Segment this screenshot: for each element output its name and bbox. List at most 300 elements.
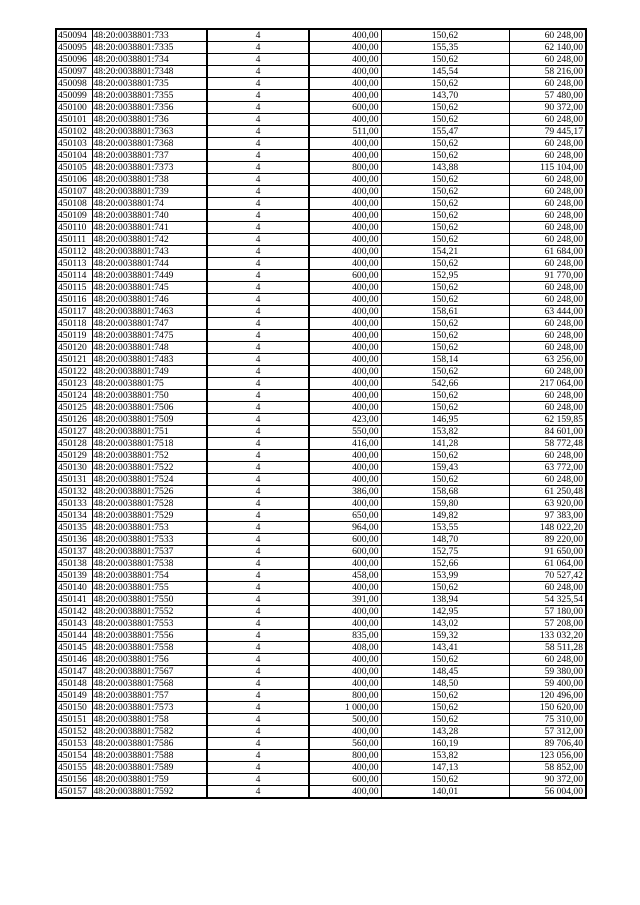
table-row: [56, 498, 586, 510]
row-number-cell: 450097: [56, 66, 92, 78]
cadastral-value-cell: 54 325,54: [509, 594, 586, 606]
row-number-cell: 450103: [56, 138, 92, 150]
table-row: [56, 594, 586, 606]
cadastral-number-cell: 48:20:0038801:7589: [92, 762, 207, 774]
cadastral-number-cell: 48:20:0038801:744: [92, 258, 207, 270]
cadastral-number-cell: 48:20:0038801:7509: [92, 414, 207, 426]
row-number-cell: 450094: [56, 29, 92, 42]
specific-value-cell: 150,62: [381, 330, 509, 342]
specific-value-cell: 150,62: [381, 654, 509, 666]
specific-value-cell: 150,62: [381, 342, 509, 354]
row-number-cell: 450138: [56, 558, 92, 570]
specific-value-cell: 140,01: [381, 786, 509, 799]
row-number-cell: 450106: [56, 174, 92, 186]
row-number-cell: 450128: [56, 438, 92, 450]
area-cell: 550,00: [309, 426, 381, 438]
cadastral-value-cell: 123 056,00: [509, 750, 586, 762]
group-cell: 4: [207, 774, 309, 786]
area-cell: 835,00: [309, 630, 381, 642]
area-cell: 400,00: [309, 762, 381, 774]
cadastral-number-cell: 48:20:0038801:7355: [92, 90, 207, 102]
group-cell: 4: [207, 486, 309, 498]
row-number-cell: 450113: [56, 258, 92, 270]
specific-value-cell: 150,62: [381, 582, 509, 594]
cadastral-number-cell: 48:20:0038801:7552: [92, 606, 207, 618]
cadastral-value-cell: 60 248,00: [509, 654, 586, 666]
area-cell: 458,00: [309, 570, 381, 582]
table-row: [56, 702, 586, 714]
cadastral-number-cell: 48:20:0038801:753: [92, 522, 207, 534]
table-row: [56, 678, 586, 690]
group-cell: 4: [207, 90, 309, 102]
cadastral-number-cell: 48:20:0038801:7582: [92, 726, 207, 738]
area-cell: 400,00: [309, 138, 381, 150]
area-cell: 500,00: [309, 714, 381, 726]
cadastral-number-cell: 48:20:0038801:738: [92, 174, 207, 186]
group-cell: 4: [207, 234, 309, 246]
row-number-cell: 450100: [56, 102, 92, 114]
group-cell: 4: [207, 342, 309, 354]
cadastral-number-cell: 48:20:0038801:751: [92, 426, 207, 438]
table-row: [56, 654, 586, 666]
row-number-cell: 450099: [56, 90, 92, 102]
row-number-cell: 450131: [56, 474, 92, 486]
cadastral-value-cell: 91 650,00: [509, 546, 586, 558]
row-number-cell: 450134: [56, 510, 92, 522]
row-number-cell: 450145: [56, 642, 92, 654]
group-cell: 4: [207, 282, 309, 294]
group-cell: 4: [207, 174, 309, 186]
row-number-cell: 450121: [56, 354, 92, 366]
row-number-cell: 450122: [56, 366, 92, 378]
cadastral-value-cell: 57 180,00: [509, 606, 586, 618]
cadastral-value-cell: 58 511,28: [509, 642, 586, 654]
cadastral-value-cell: 63 920,00: [509, 498, 586, 510]
table-row: [56, 66, 586, 78]
area-cell: 600,00: [309, 534, 381, 546]
group-cell: 4: [207, 78, 309, 90]
table-row: [56, 258, 586, 270]
specific-value-cell: 159,32: [381, 630, 509, 642]
specific-value-cell: 153,82: [381, 426, 509, 438]
specific-value-cell: 150,62: [381, 474, 509, 486]
cadastral-value-cell: 60 248,00: [509, 474, 586, 486]
table-row: [56, 342, 586, 354]
group-cell: 4: [207, 186, 309, 198]
area-cell: 400,00: [309, 582, 381, 594]
cadastral-number-cell: 48:20:0038801:756: [92, 654, 207, 666]
table-row: [56, 42, 586, 54]
cadastral-value-cell: 60 248,00: [509, 450, 586, 462]
group-cell: 4: [207, 114, 309, 126]
group-cell: 4: [207, 354, 309, 366]
cadastral-number-cell: 48:20:0038801:742: [92, 234, 207, 246]
specific-value-cell: 147,13: [381, 762, 509, 774]
group-cell: 4: [207, 150, 309, 162]
cadastral-value-cell: 60 248,00: [509, 234, 586, 246]
cadastral-value-cell: 59 380,00: [509, 666, 586, 678]
group-cell: 4: [207, 726, 309, 738]
specific-value-cell: 150,62: [381, 198, 509, 210]
group-cell: 4: [207, 102, 309, 114]
cadastral-number-cell: 48:20:0038801:758: [92, 714, 207, 726]
cadastral-value-cell: 59 400,00: [509, 678, 586, 690]
row-number-cell: 450148: [56, 678, 92, 690]
table-row: [56, 786, 586, 799]
cadastral-value-cell: 63 444,00: [509, 306, 586, 318]
row-number-cell: 450156: [56, 774, 92, 786]
table-row: [56, 366, 586, 378]
group-cell: 4: [207, 510, 309, 522]
cadastral-value-cell: 60 248,00: [509, 114, 586, 126]
cadastral-value-cell: 60 248,00: [509, 150, 586, 162]
row-number-cell: 450123: [56, 378, 92, 390]
area-cell: 400,00: [309, 222, 381, 234]
specific-value-cell: 153,55: [381, 522, 509, 534]
cadastral-value-cell: 115 104,00: [509, 162, 586, 174]
specific-value-cell: 150,62: [381, 714, 509, 726]
table-row: [56, 174, 586, 186]
row-number-cell: 450141: [56, 594, 92, 606]
cadastral-value-cell: 57 312,00: [509, 726, 586, 738]
group-cell: 4: [207, 570, 309, 582]
specific-value-cell: 148,50: [381, 678, 509, 690]
cadastral-value-cell: 70 527,42: [509, 570, 586, 582]
row-number-cell: 450130: [56, 462, 92, 474]
area-cell: 400,00: [309, 78, 381, 90]
cadastral-number-cell: 48:20:0038801:7368: [92, 138, 207, 150]
cadastral-value-cell: 56 004,00: [509, 786, 586, 799]
area-cell: 416,00: [309, 438, 381, 450]
table-row: [56, 126, 586, 138]
group-cell: 4: [207, 558, 309, 570]
area-cell: 400,00: [309, 666, 381, 678]
specific-value-cell: 160,19: [381, 738, 509, 750]
cadastral-number-cell: 48:20:0038801:749: [92, 366, 207, 378]
area-cell: 400,00: [309, 90, 381, 102]
group-cell: 4: [207, 378, 309, 390]
area-cell: 400,00: [309, 246, 381, 258]
table-row: [56, 774, 586, 786]
table-row: [56, 510, 586, 522]
group-cell: 4: [207, 126, 309, 138]
table-row: [56, 606, 586, 618]
cadastral-number-cell: 48:20:0038801:755: [92, 582, 207, 594]
group-cell: 4: [207, 270, 309, 282]
cadastral-value-cell: 60 248,00: [509, 222, 586, 234]
area-cell: 400,00: [309, 234, 381, 246]
cadastral-value-cell: 79 445,17: [509, 126, 586, 138]
group-cell: 4: [207, 522, 309, 534]
group-cell: 4: [207, 762, 309, 774]
group-cell: 4: [207, 210, 309, 222]
cadastral-value-cell: 150 620,00: [509, 702, 586, 714]
row-number-cell: 450102: [56, 126, 92, 138]
specific-value-cell: 159,80: [381, 498, 509, 510]
row-number-cell: 450112: [56, 246, 92, 258]
table-row: [56, 306, 586, 318]
group-cell: 4: [207, 534, 309, 546]
specific-value-cell: 150,62: [381, 174, 509, 186]
group-cell: 4: [207, 258, 309, 270]
specific-value-cell: 150,62: [381, 294, 509, 306]
group-cell: 4: [207, 318, 309, 330]
row-number-cell: 450146: [56, 654, 92, 666]
row-number-cell: 450109: [56, 210, 92, 222]
specific-value-cell: 150,62: [381, 29, 509, 42]
area-cell: 511,00: [309, 126, 381, 138]
group-cell: 4: [207, 162, 309, 174]
group-cell: 4: [207, 582, 309, 594]
cadastral-value-cell: 60 248,00: [509, 174, 586, 186]
table-row: [56, 102, 586, 114]
group-cell: 4: [207, 738, 309, 750]
specific-value-cell: 148,45: [381, 666, 509, 678]
table-row: [56, 29, 586, 42]
cadastral-value-cell: 89 220,00: [509, 534, 586, 546]
row-number-cell: 450120: [56, 342, 92, 354]
specific-value-cell: 143,88: [381, 162, 509, 174]
row-number-cell: 450110: [56, 222, 92, 234]
area-cell: 400,00: [309, 210, 381, 222]
specific-value-cell: 150,62: [381, 390, 509, 402]
cadastral-value-cell: 60 248,00: [509, 294, 586, 306]
row-number-cell: 450133: [56, 498, 92, 510]
cadastral-value-cell: 91 770,00: [509, 270, 586, 282]
row-number-cell: 450096: [56, 54, 92, 66]
group-cell: 4: [207, 198, 309, 210]
cadastral-value-cell: 61 250,48: [509, 486, 586, 498]
cadastral-number-cell: 48:20:0038801:737: [92, 150, 207, 162]
table-row: [56, 582, 586, 594]
row-number-cell: 450119: [56, 330, 92, 342]
area-cell: 400,00: [309, 66, 381, 78]
cadastral-value-cell: 58 216,00: [509, 66, 586, 78]
cadastral-number-cell: 48:20:0038801:7475: [92, 330, 207, 342]
area-cell: 800,00: [309, 690, 381, 702]
cadastral-number-cell: 48:20:0038801:7524: [92, 474, 207, 486]
cadastral-value-cell: 61 684,00: [509, 246, 586, 258]
row-number-cell: 450151: [56, 714, 92, 726]
area-cell: 400,00: [309, 198, 381, 210]
cadastral-number-cell: 48:20:0038801:750: [92, 390, 207, 402]
row-number-cell: 450127: [56, 426, 92, 438]
group-cell: 4: [207, 702, 309, 714]
table-row: [56, 198, 586, 210]
cadastral-number-cell: 48:20:0038801:7483: [92, 354, 207, 366]
cadastral-value-cell: 97 383,00: [509, 510, 586, 522]
cadastral-number-cell: 48:20:0038801:746: [92, 294, 207, 306]
cadastral-number-cell: 48:20:0038801:7356: [92, 102, 207, 114]
row-number-cell: 450147: [56, 666, 92, 678]
specific-value-cell: 143,70: [381, 90, 509, 102]
cadastral-value-cell: 89 706,40: [509, 738, 586, 750]
cadastral-value-cell: 60 248,00: [509, 210, 586, 222]
table-row: [56, 666, 586, 678]
cadastral-value-cell: 60 248,00: [509, 198, 586, 210]
table-row: [56, 54, 586, 66]
table-row: [56, 546, 586, 558]
row-number-cell: 450144: [56, 630, 92, 642]
cadastral-number-cell: 48:20:0038801:7538: [92, 558, 207, 570]
group-cell: 4: [207, 42, 309, 54]
cadastral-value-cell: 63 256,00: [509, 354, 586, 366]
specific-value-cell: 150,62: [381, 234, 509, 246]
specific-value-cell: 141,28: [381, 438, 509, 450]
area-cell: 400,00: [309, 114, 381, 126]
row-number-cell: 450115: [56, 282, 92, 294]
area-cell: 400,00: [309, 498, 381, 510]
area-cell: 408,00: [309, 642, 381, 654]
specific-value-cell: 150,62: [381, 450, 509, 462]
row-number-cell: 450105: [56, 162, 92, 174]
area-cell: 400,00: [309, 42, 381, 54]
row-number-cell: 450154: [56, 750, 92, 762]
cadastral-number-cell: 48:20:0038801:7553: [92, 618, 207, 630]
cadastral-value-cell: 60 248,00: [509, 582, 586, 594]
cadastral-number-cell: 48:20:0038801:759: [92, 774, 207, 786]
cadastral-value-cell: 75 310,00: [509, 714, 586, 726]
row-number-cell: 450140: [56, 582, 92, 594]
table-row: [56, 270, 586, 282]
cadastral-number-cell: 48:20:0038801:7463: [92, 306, 207, 318]
cadastral-number-cell: 48:20:0038801:7592: [92, 786, 207, 799]
row-number-cell: 450129: [56, 450, 92, 462]
group-cell: 4: [207, 246, 309, 258]
specific-value-cell: 150,62: [381, 54, 509, 66]
table-row: [56, 354, 586, 366]
cadastral-number-cell: 48:20:0038801:748: [92, 342, 207, 354]
cadastral-value-cell: 58 852,00: [509, 762, 586, 774]
table-row: [56, 750, 586, 762]
specific-value-cell: 143,02: [381, 618, 509, 630]
row-number-cell: 450101: [56, 114, 92, 126]
table-row: [56, 618, 586, 630]
row-number-cell: 450139: [56, 570, 92, 582]
specific-value-cell: 155,47: [381, 126, 509, 138]
row-number-cell: 450135: [56, 522, 92, 534]
area-cell: 800,00: [309, 162, 381, 174]
cadastral-number-cell: 48:20:0038801:7506: [92, 402, 207, 414]
cadastral-number-cell: 48:20:0038801:747: [92, 318, 207, 330]
cadastral-number-cell: 48:20:0038801:7533: [92, 534, 207, 546]
cadastral-value-cell: 60 248,00: [509, 54, 586, 66]
cadastral-value-cell: 62 159,85: [509, 414, 586, 426]
table-row: [56, 558, 586, 570]
specific-value-cell: 138,94: [381, 594, 509, 606]
cadastral-number-cell: 48:20:0038801:7449: [92, 270, 207, 282]
specific-value-cell: 150,62: [381, 690, 509, 702]
area-cell: 400,00: [309, 150, 381, 162]
table-row: [56, 642, 586, 654]
area-cell: 400,00: [309, 606, 381, 618]
cadastral-number-cell: 48:20:0038801:7556: [92, 630, 207, 642]
group-cell: 4: [207, 294, 309, 306]
area-cell: 600,00: [309, 546, 381, 558]
group-cell: 4: [207, 54, 309, 66]
cadastral-value-cell: 120 496,00: [509, 690, 586, 702]
cadastral-number-cell: 48:20:0038801:7363: [92, 126, 207, 138]
area-cell: 400,00: [309, 450, 381, 462]
cadastral-number-cell: 48:20:0038801:7573: [92, 702, 207, 714]
specific-value-cell: 149,82: [381, 510, 509, 522]
table-row: [56, 330, 586, 342]
table-row: [56, 726, 586, 738]
specific-value-cell: 155,35: [381, 42, 509, 54]
cadastral-value-cell: 60 248,00: [509, 342, 586, 354]
cadastral-number-cell: 48:20:0038801:752: [92, 450, 207, 462]
cadastral-number-cell: 48:20:0038801:735: [92, 78, 207, 90]
cadastral-number-cell: 48:20:0038801:734: [92, 54, 207, 66]
area-cell: 600,00: [309, 270, 381, 282]
row-number-cell: 450114: [56, 270, 92, 282]
specific-value-cell: 148,70: [381, 534, 509, 546]
area-cell: 400,00: [309, 258, 381, 270]
area-cell: 423,00: [309, 414, 381, 426]
specific-value-cell: 150,62: [381, 402, 509, 414]
table-row: [56, 402, 586, 414]
cadastral-value-cell: 60 248,00: [509, 318, 586, 330]
specific-value-cell: 542,66: [381, 378, 509, 390]
table-row: [56, 114, 586, 126]
cadastral-number-cell: 48:20:0038801:739: [92, 186, 207, 198]
table-row: [56, 414, 586, 426]
cadastral-number-cell: 48:20:0038801:7528: [92, 498, 207, 510]
area-cell: 400,00: [309, 318, 381, 330]
area-cell: 650,00: [309, 510, 381, 522]
table-row: [56, 474, 586, 486]
specific-value-cell: 150,62: [381, 138, 509, 150]
area-cell: 400,00: [309, 366, 381, 378]
row-number-cell: 450118: [56, 318, 92, 330]
specific-value-cell: 146,95: [381, 414, 509, 426]
cadastral-value-cell: 63 772,00: [509, 462, 586, 474]
table-row: [56, 162, 586, 174]
area-cell: 386,00: [309, 486, 381, 498]
table-row: [56, 222, 586, 234]
cadastral-value-cell: 58 772,48: [509, 438, 586, 450]
specific-value-cell: 143,41: [381, 642, 509, 654]
table-row: [56, 462, 586, 474]
area-cell: 400,00: [309, 786, 381, 799]
group-cell: 4: [207, 498, 309, 510]
table-row: [56, 90, 586, 102]
row-number-cell: 450116: [56, 294, 92, 306]
row-number-cell: 450104: [56, 150, 92, 162]
table-row: [56, 282, 586, 294]
specific-value-cell: 145,54: [381, 66, 509, 78]
specific-value-cell: 152,66: [381, 558, 509, 570]
row-number-cell: 450132: [56, 486, 92, 498]
cadastral-value-cell: 60 248,00: [509, 402, 586, 414]
cadastral-number-cell: 48:20:0038801:7518: [92, 438, 207, 450]
group-cell: 4: [207, 306, 309, 318]
table-row: [56, 138, 586, 150]
group-cell: 4: [207, 138, 309, 150]
row-number-cell: 450098: [56, 78, 92, 90]
specific-value-cell: 150,62: [381, 318, 509, 330]
cadastral-value-cell: 60 248,00: [509, 366, 586, 378]
group-cell: 4: [207, 690, 309, 702]
group-cell: 4: [207, 438, 309, 450]
group-cell: 4: [207, 426, 309, 438]
table-row: [56, 246, 586, 258]
area-cell: 400,00: [309, 174, 381, 186]
specific-value-cell: 153,82: [381, 750, 509, 762]
specific-value-cell: 143,28: [381, 726, 509, 738]
cadastral-value-cell: 60 248,00: [509, 330, 586, 342]
area-cell: 400,00: [309, 402, 381, 414]
